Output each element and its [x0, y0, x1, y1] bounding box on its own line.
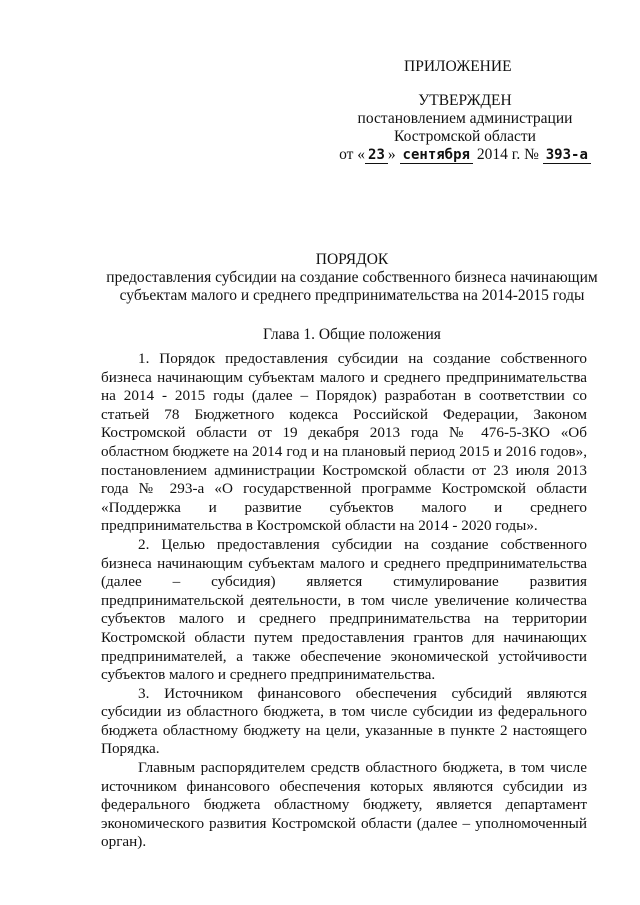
- title-block: [96, 251, 608, 344]
- paragraph-1: 1. Порядок предоставления субсидии на создание собственного бизнеса начинающим субъектам малого и среднего предпринимательства на 2014 - 2015 годы (далее – Порядок) разработан в соответствии со статьей 78 Бюджетного кодекса Российской Федерации, Законом Костромской области от 19 декабря 2013 года № 476-5-ЗКО «Об областном бюджете на 2014 год и на плановый период 2015 и 2016 годов», постановлением администрации Костромской области от 23 июля 2013 года № 293-а «О государственной программе Костромской области «Поддержка и развитие субъектов малого и среднего предпринимательства в Костромской области на 2014 - 2020 годы».: [101, 350, 587, 535]
- chapter-heading: Глава 1. Общие положения: [263, 326, 441, 343]
- date-year: 2014 г. №: [476, 146, 539, 163]
- approved-label: УТВЕРЖДЕН: [418, 92, 512, 109]
- date-mid: »: [387, 146, 396, 163]
- document-title-line-1: предоставления субсидии на создание собственного бизнеса начинающим: [106, 269, 598, 286]
- paragraph-2: 2. Целью предоставления субсидии на создание собственного бизнеса начинающим субъектам малого и среднего предпринимательства (далее – субсидия) является стимулирование развития предпринимательской деятельности, в том числе увеличение количества субъектов малого и среднего предпринимательства на территории Костромской области путем предоставления грантов для начинающих предпринимателей, а также обеспечение экономической устойчивости субъектов малого и среднего предпринимательства.: [101, 535, 587, 684]
- body-text: [101, 350, 587, 852]
- approval-date: [300, 146, 630, 164]
- paragraph-4: Главным распорядителем средств областного бюджета, в том числе источником финансового обеспечения которых являются субсидии из федерального бюджета областному бюджету, является департамент экономического развития Костромской области (далее – уполномоченный орган).: [101, 759, 587, 851]
- approval-line-1: постановлением администрации: [357, 110, 573, 127]
- appendix-label: ПРИЛОЖЕНИЕ: [404, 58, 512, 75]
- document-title-line-2: субъектам малого и среднего предпринимательства на 2014-2015 годы: [119, 287, 585, 304]
- approval-block: [300, 92, 630, 164]
- approval-line-2: Костромской области: [394, 128, 536, 145]
- date-day: 23: [365, 147, 388, 164]
- paragraph-3: 3. Источником финансового обеспечения субсидий являются субсидии из областного бюджета, в том числе субсидии из федерального бюджета областному бюджету на цели, указанные в пункте 2 настоящего Порядка.: [101, 684, 587, 758]
- document-heading: ПОРЯДОК: [315, 251, 389, 268]
- date-month: сентября: [400, 147, 473, 164]
- date-prefix: от «: [339, 146, 366, 163]
- decree-number: 393-а: [543, 147, 591, 164]
